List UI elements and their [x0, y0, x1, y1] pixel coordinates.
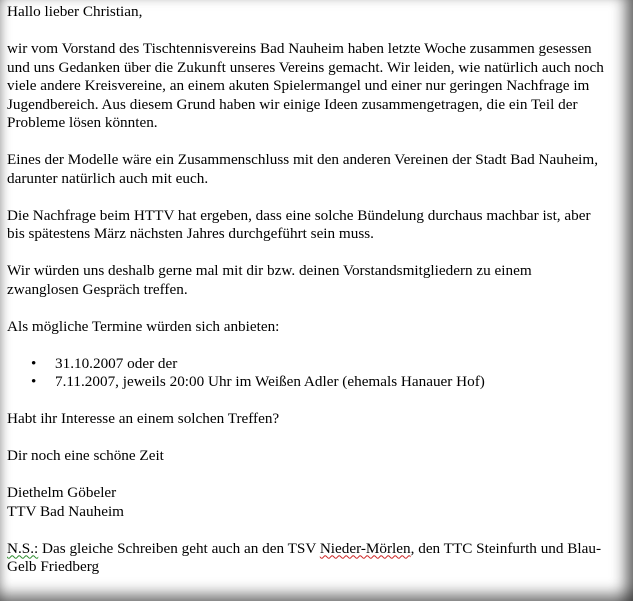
postscript-text-end: , den TTC Steinfurth und Blau-Gelb Friedberg	[7, 539, 602, 575]
list-item	[31, 354, 607, 374]
date-item-text: 31.10.2007 oder der	[55, 354, 178, 372]
postscript-place: Nieder-Mörlen	[319, 539, 411, 557]
bullet-icon: •	[31, 354, 37, 372]
bullet-icon: •	[31, 373, 37, 390]
postscript-label: N.S.:	[7, 539, 39, 557]
paragraph-dates-intro: Als mögliche Termine würden sich anbieten:	[7, 317, 280, 335]
paragraph-merger: Eines der Modelle wäre ein Zusammenschluss mit den anderen Vereinen der Stadt Bad Nauheim, darunter natürlich auch mit euch.	[7, 151, 599, 187]
postscript-text-start: Das gleiche Schreiben geht auch an den TSV	[38, 539, 320, 557]
greeting: Hallo lieber Christian,	[7, 3, 143, 20]
paragraph-intro: wir vom Vorstand des Tischtennisvereins Bad Nauheim haben letzte Woche zusammen gesessen und uns Gedanken über die Zukunft unseres Vereins gemacht. Wir leiden, wie natürlich auch noch viele andere Kreisvereine, an einem akuten Spielermangel und einer nur geringen Nachfrage im Jugendbereich. Aus diesem Grund haben wir einige Ideen zusammengetragen, die ein Teil der Probleme lösen könnten.	[7, 40, 604, 131]
paragraph-httv: Die Nachfrage beim HTTV hat ergeben, dass eine solche Bündelung durchaus machbar ist, aber bis spätestens März nächsten Jahres durchgeführt sein muss.	[7, 206, 591, 242]
date-item-text: 7.11.2007, jeweils 20:00 Uhr im Weißen Adler (ehemals Hanauer Hof)	[55, 373, 485, 390]
list-item	[31, 373, 607, 392]
paragraph-postscript	[7, 540, 607, 577]
signature-club: TTV Bad Nauheim	[7, 502, 124, 520]
signature-name: Diethelm Göbeler	[7, 484, 117, 501]
paragraph-closing: Dir noch eine schöne Zeit	[7, 447, 164, 464]
paragraph-meeting: Wir würden uns deshalb gerne mal mit dir bzw. deinen Vorstandsmitgliedern zu einem zwanglosen Gespräch treffen.	[7, 262, 532, 298]
paragraph-question: Habt ihr Interesse an einem solchen Treffen?	[7, 410, 280, 427]
date-list	[7, 355, 607, 392]
letter-body	[7, 3, 607, 595]
